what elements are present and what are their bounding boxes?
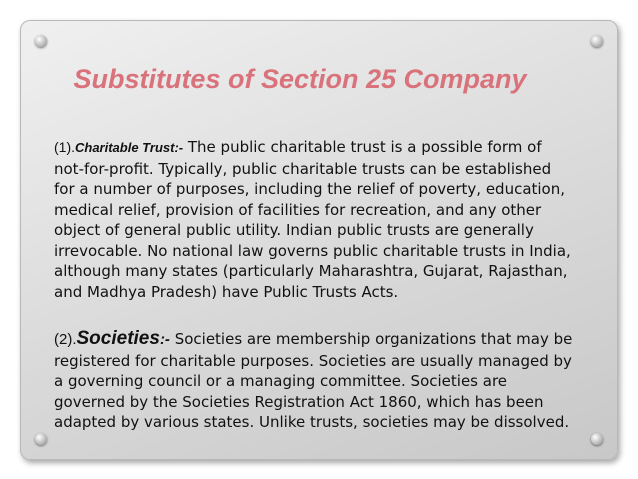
paragraph-term: Charitable Trust:-: [75, 140, 184, 155]
paragraph-term-separator: :-: [159, 331, 170, 348]
paragraph-societies: [54, 329, 574, 433]
paragraph-text: The public charitable trust is a possible form of not-for-profit. Typically, public charitable trusts can be established for a number of purposes, including the relief of poverty, education, medical relief, provision of facilities for recreation, and any other object of general public utility. Indian public trusts are generally irrevocable. No national law governs public charitable trusts in India, although many states (particularly Maharashtra, Gujarat, Rajasthan, and Madhya Pradesh) have Public Trusts Acts.: [54, 138, 571, 301]
paragraph-text: Societies are membership organizations that may be registered for charitable purposes. Societies are usually managed by a governing council or a managing committee. Societies are governed by the Societies Registration Act 1860, which has been adapted by various states. Unlike trusts, societies may be dissolved.: [54, 330, 573, 431]
paragraph-term: Societies: [76, 328, 160, 349]
paragraph-number: (1).: [54, 139, 75, 155]
paragraph-charitable-trust: [54, 137, 574, 302]
corner-rivet-icon: [35, 35, 47, 47]
corner-rivet-icon: [591, 433, 603, 445]
corner-rivet-icon: [591, 35, 603, 47]
corner-rivet-icon: [35, 433, 47, 445]
slide-title: Substitutes of Section 25 Company: [73, 64, 527, 94]
paragraph-number: (2).: [54, 331, 77, 348]
